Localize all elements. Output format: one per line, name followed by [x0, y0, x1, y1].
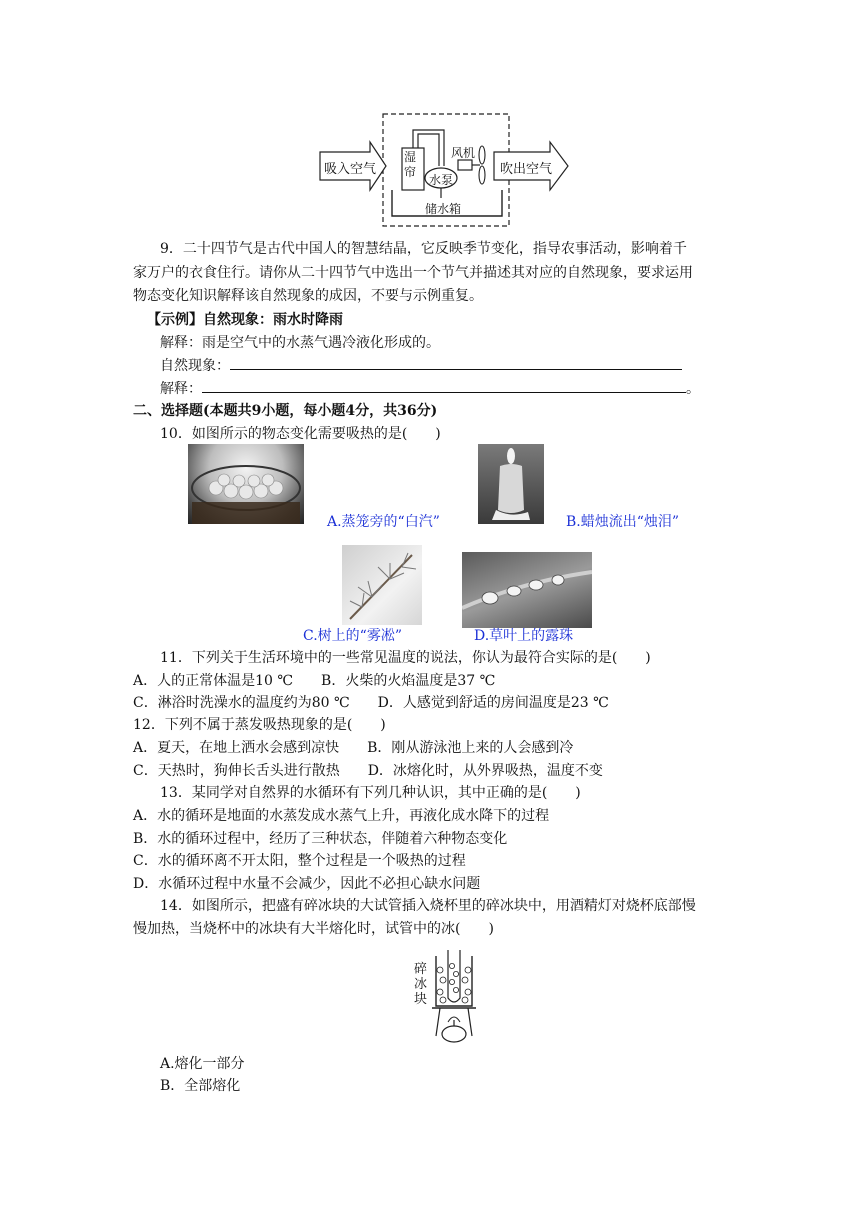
steamer-photo [188, 444, 304, 524]
q9-answer-phenomenon [160, 355, 682, 377]
q10-option-d[interactable]: D.草叶上的露珠 [474, 628, 574, 644]
q11-options-ab: A．人的正常体温是10 ℃ B．火柴的火焰温度是37 ℃ [133, 673, 496, 689]
q9-explanation-blank[interactable] [202, 378, 686, 393]
q10-option-a[interactable]: A.蒸笼旁的“白汽” [327, 514, 440, 530]
q12-stem: 12．下列不属于蒸发吸热现象的是( ) [133, 717, 386, 733]
q11-stem: 11．下列关于生活环境中的一些常见温度的说法，你认为最符合实际的是( ) [160, 650, 651, 666]
q13-option-b: B．水的循环过程中，经历了三种状态，伴随着六种物态变化 [133, 831, 508, 847]
q14-option-b: B．全部熔化 [160, 1078, 241, 1094]
q14-line-1: 14．如图所示，把盛有碎冰块的大试管插入烧杯里的碎冰块中，用酒精灯对烧杯底部慢 [160, 898, 696, 914]
q13-option-d: D．水循环过程中水量不会减少，因此不必担心缺水问题 [133, 876, 481, 892]
q9-period: 。 [686, 381, 700, 397]
q10-stem: 10．如图所示的物态变化需要吸热的是( ) [160, 426, 441, 442]
q10-option-b[interactable]: B.蜡烛流出“烛泪” [566, 514, 680, 530]
diagram-outlet-label: 吹出空气 [500, 162, 553, 177]
q13-option-c: C．水的循环离不开太阳，整个过程是一个吸热的过程 [133, 853, 466, 869]
rime-photo [342, 545, 422, 625]
q9-phenomenon-label: 自然现象： [160, 358, 230, 374]
diagram-pump-label: 水泵 [429, 173, 454, 187]
q9-example: 【示例】自然现象：雨水时降雨 [147, 312, 343, 328]
section-2-heading: 二、选择题(本题共9小题，每小题4分，共36分) [133, 403, 438, 419]
q13-option-a: A．水的循环是地面的水蒸发成水蒸气上升，再液化成水降下的过程 [133, 808, 550, 824]
q9-explanation-label: 解释： [160, 381, 202, 397]
q9-example-explanation: 解释：雨是空气中的水蒸气遇冷液化形成的。 [160, 335, 440, 351]
diagram-tank-label: 储水箱 [425, 202, 462, 216]
diagram-inlet-label: 吸入空气 [324, 162, 377, 177]
candle-photo [478, 444, 544, 524]
diagram-pad-label: 湿帘 [404, 150, 417, 179]
q12-options-cd: C．天热时，狗伸长舌头进行散热 D．冰熔化时，从外界吸热，温度不变 [133, 763, 603, 779]
dewdrop-photo [462, 552, 592, 628]
q14-option-a: A.熔化一部分 [160, 1056, 245, 1072]
beaker-test-tube-diagram [428, 950, 482, 1048]
q12-options-ab: A．夏天，在地上洒水会感到凉快 B．刚从游泳池上来的人会感到冷 [133, 740, 574, 756]
q10-option-c[interactable]: C.树上的“雾凇” [303, 628, 402, 644]
diagram-fan-label: 风机 [451, 146, 476, 160]
q14-line-2: 慢加热，当烧杯中的冰块有大半熔化时，试管中的冰( ) [133, 921, 494, 937]
q13-stem: 13．某同学对自然界的水循环有下列几种认识，其中正确的是( ) [160, 785, 581, 801]
q14-diagram-label: 碎冰块 [414, 962, 428, 1007]
q9-line-1: 9．二十四节气是古代中国人的智慧结晶，它反映季节变化，指导农事活动，影响着千 [160, 241, 687, 257]
q9-answer-explanation [160, 378, 700, 400]
q9-line-3: 物态变化知识解释该自然现象的成因，不要与示例重复。 [133, 288, 483, 304]
q9-phenomenon-blank[interactable] [230, 355, 682, 370]
q11-options-cd: C．淋浴时洗澡水的温度约为80 ℃ D．人感觉到舒适的房间温度是23 ℃ [133, 695, 609, 711]
q9-line-2: 家万户的衣食住行。请你从二十四节气中选出一个节气并描述其对应的自然现象，要求运用 [133, 265, 693, 281]
